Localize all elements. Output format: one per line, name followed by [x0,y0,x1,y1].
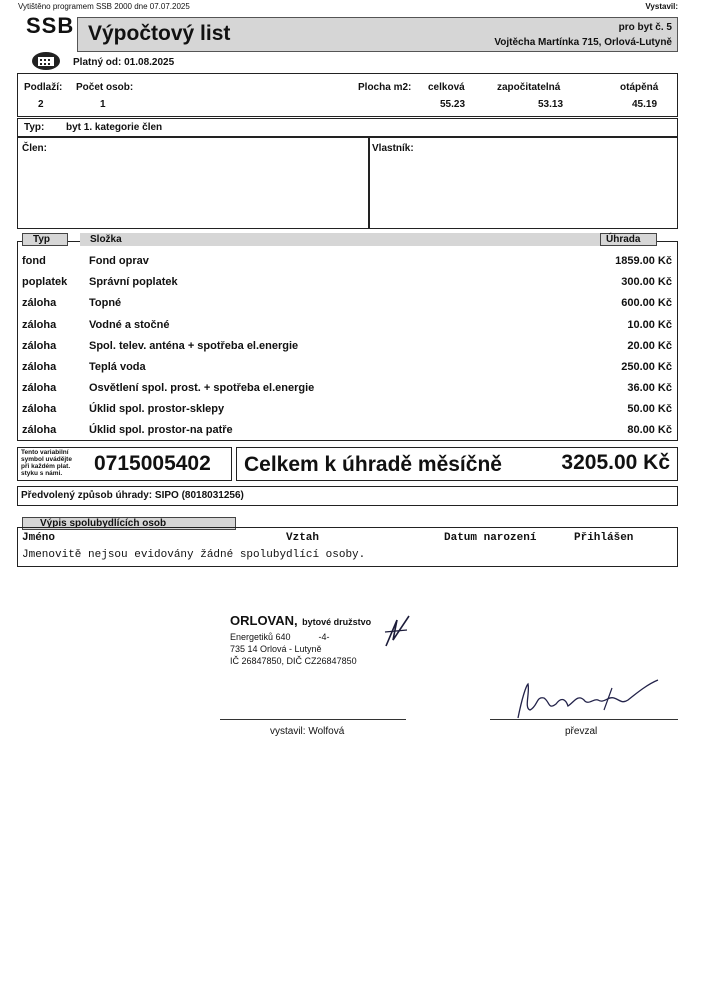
member-label: Člen: [22,143,47,154]
persons-value: 1 [100,99,106,110]
col-type-header: Typ [33,234,51,245]
row-item: Topné [89,297,122,309]
page-title: Výpočtový list [88,22,231,45]
table-row [22,272,672,293]
cotenants-title: Výpis spolubydlících osob [40,518,167,529]
type-value: byt 1. kategorie člen [66,122,163,133]
payment-method: Předvolený způsob úhrady: SIPO (8018031256) [21,490,244,501]
row-amount: 36.00 Kč [627,382,672,394]
row-item: Vodné a stočné [89,319,170,331]
member-owner-box [17,137,678,229]
row-amount: 300.00 Kč [621,276,672,288]
table-row [22,420,672,441]
valid-from: Platný od: 01.08.2025 [73,57,175,68]
issued-by: vystavil: Wolfová [270,726,345,737]
floor-label: Podlaží: [24,82,63,93]
row-item: Fond oprav [89,255,149,267]
row-item: Správní poplatek [89,276,178,288]
apartment-info-box [17,73,678,117]
print-info: Vytištěno programem SSB 2000 dne 07.07.2025 [18,2,190,11]
row-type: poplatek [22,276,68,288]
area-label: Plocha m2: [358,82,412,93]
row-type: záloha [22,382,57,394]
issuer-label: Vystavil: [645,2,678,11]
total-value: 3205.00 Kč [561,451,670,474]
row-type: záloha [22,403,57,415]
row-amount: 80.00 Kč [627,424,672,436]
table-row [22,293,672,314]
received-label: převzal [565,726,598,737]
apartment-label: pro byt č. 5 [618,22,672,33]
col-item-tab [80,233,600,246]
persons-label: Počet osob: [76,82,134,93]
table-row [22,336,672,357]
row-item: Úklid spol. prostor-na patře [89,424,233,436]
heated-area-value: 45.19 [632,99,658,110]
col-item-header: Složka [90,234,122,245]
row-amount: 50.00 Kč [627,403,672,415]
table-row [22,378,672,399]
row-type: záloha [22,340,57,352]
total-label: Celkem k úhradě měsíčně [244,453,502,476]
row-amount: 600.00 Kč [621,297,672,309]
type-label: Typ: [24,122,45,133]
total-area-label: celková [428,82,465,93]
row-type: fond [22,255,46,267]
member-owner-divider [368,137,370,229]
logo-text: SSB [26,13,75,38]
col-registered-header: Přihlášen [574,532,634,544]
table-row [22,357,672,378]
row-amount: 1859.00 Kč [615,255,672,267]
row-item: Teplá voda [89,361,146,373]
row-amount: 20.00 Kč [627,340,672,352]
table-row [22,251,672,272]
cotenants-note: Jmenovitě nejsou evidovány žádné spolubydlící osoby. [22,549,366,561]
row-item: Úklid spol. prostor-sklepy [89,403,225,415]
row-type: záloha [22,297,57,309]
owner-label: Vlastník: [372,143,414,154]
signature [508,678,668,728]
table-row [22,315,672,336]
col-name-header: Jméno [22,532,56,544]
company-stamp: ORLOVAN, bytové družstvo Energetiků 640 -4- 735 14 Orlová - Lutyně IČ 26847850, DIČ CZ26847850 [230,613,372,666]
col-relation-header: Vztah [286,532,320,544]
row-type: záloha [22,424,57,436]
row-type: záloha [22,319,57,331]
variable-symbol-note: Tento variabilní symbol uvádějte při každém plat. styku s námi. [21,449,72,477]
col-payment-header: Úhrada [606,234,641,245]
countable-area-value: 53.13 [538,99,564,110]
variable-symbol: 0715005402 [94,452,211,475]
total-area-value: 55.23 [440,99,466,110]
heated-area-label: otápěná [620,82,659,93]
col-birth-header: Datum narození [444,532,537,544]
row-item: Osvětlení spol. prost. + spotřeba el.energie [89,382,315,394]
floor-value: 2 [38,99,44,110]
row-item: Spol. telev. anténa + spotřeba el.energie [89,340,299,352]
row-amount: 250.00 Kč [621,361,672,373]
row-type: záloha [22,361,57,373]
countable-area-label: započitatelná [497,82,561,93]
row-amount: 10.00 Kč [627,319,672,331]
initials-scribble [383,612,413,657]
issued-by-line [220,719,406,720]
table-row [22,399,672,420]
address: Vojtěcha Martínka 715, Orlová-Lutyně [494,37,672,48]
